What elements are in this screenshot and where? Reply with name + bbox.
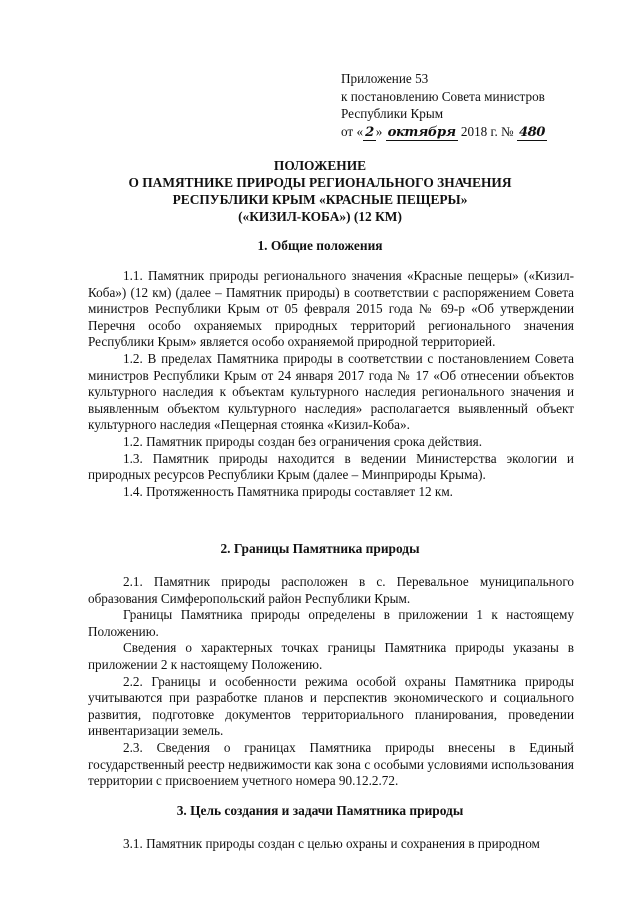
section-heading: 1. Общие положения	[257, 238, 383, 253]
paragraph: Сведения о характерных точках границы Памятника природы указаны в приложении 2 к настоящему Положению.	[88, 640, 574, 672]
annex-date-day: 2	[365, 124, 374, 140]
paragraph: 1.4. Протяженность Памятника природы составляет 12 км.	[123, 483, 453, 499]
title-line: ПОЛОЖЕНИЕ	[273, 158, 367, 173]
section-body	[88, 836, 574, 853]
document-title	[40, 157, 600, 225]
paragraph: 1.2. Памятник природы создан без ограничения срока действия.	[123, 433, 483, 449]
title-line: («КИЗИЛ-КОБА») (12 КМ)	[238, 209, 402, 224]
annex-date-year-no: 2018 г. №	[460, 123, 514, 139]
title-line: РЕСПУБЛИКИ КРЫМ «КРАСНЫЕ ПЕЩЕРЫ»	[172, 192, 468, 207]
annex-line: Республики Крым	[341, 106, 444, 121]
annex-date-prefix: от «	[341, 123, 364, 139]
paragraph: 1.2. В пределах Памятника природы в соответствии с постановлением Совета министров Республики Крым от 24 января 2017 года № 17 «Об отнесении объектов культурного наследия к объектам культурного наследия регионального значения и выявленным объектом культурного наследия» располагается выявленный объект культурного наследия «Пещерная стоянка «Кизил-Коба».	[88, 350, 574, 433]
annex-date-line	[341, 123, 547, 142]
paragraph: 2.2. Границы и особенности режима особой охраны Памятника природы учитываются при разработке планов и перспектив экономического и социального развития, подготовке документов территориального планирования, проведении инвентаризации земель.	[88, 673, 574, 739]
section-body	[88, 268, 574, 500]
annex-block	[341, 70, 547, 141]
paragraph: Границы Памятника природы определены в приложении 1 к настоящему Положению.	[88, 607, 574, 639]
paragraph: 1.1. Памятник природы регионального значения «Красные пещеры» («Кизил-Коба») (12 км) (далее – Памятник природы) в соответствии с распоряжением Совета министров Республики Крым от 05 февраля 2015 года № 69-р «Об утверждении Перечня особо охраняемых природных территорий регионального значения Республики Крым» является особо охраняемой природной территорией.	[88, 268, 574, 350]
annex-line: Приложение 53	[341, 71, 429, 86]
annex-date-month: октября	[387, 124, 456, 140]
section-heading: 3. Цель создания и задачи Памятника природы	[176, 803, 464, 818]
annex-date-mid: »	[375, 123, 383, 139]
paragraph: 1.3. Памятник природы находится в ведении Министерства экологии и природных ресурсов Республики Крым (далее – Минприроды Крыма).	[88, 450, 574, 483]
title-line: О ПАМЯТНИКЕ ПРИРОДЫ РЕГИОНАЛЬНОГО ЗНАЧЕНИЯ	[128, 175, 512, 190]
section-heading: 2. Границы Памятника природы	[220, 541, 420, 556]
annex-line: к постановлению Совета министров	[341, 88, 545, 104]
paragraph: 3.1. Памятник природы создан с целью охраны и сохранения в природном	[123, 836, 540, 851]
paragraph: 2.3. Сведения о границах Памятника природы внесены в Единый государственный реестр недвижимости как зона с особыми условиями использования территории с присвоением учетного номера 90.12.2.72.	[88, 739, 574, 789]
annex-document-number: 480	[518, 124, 545, 140]
section-body	[88, 574, 574, 790]
paragraph: 2.1. Памятник природы расположен в с. Перевальное муниципального образования Симферопольский район Республики Крым.	[88, 574, 574, 606]
